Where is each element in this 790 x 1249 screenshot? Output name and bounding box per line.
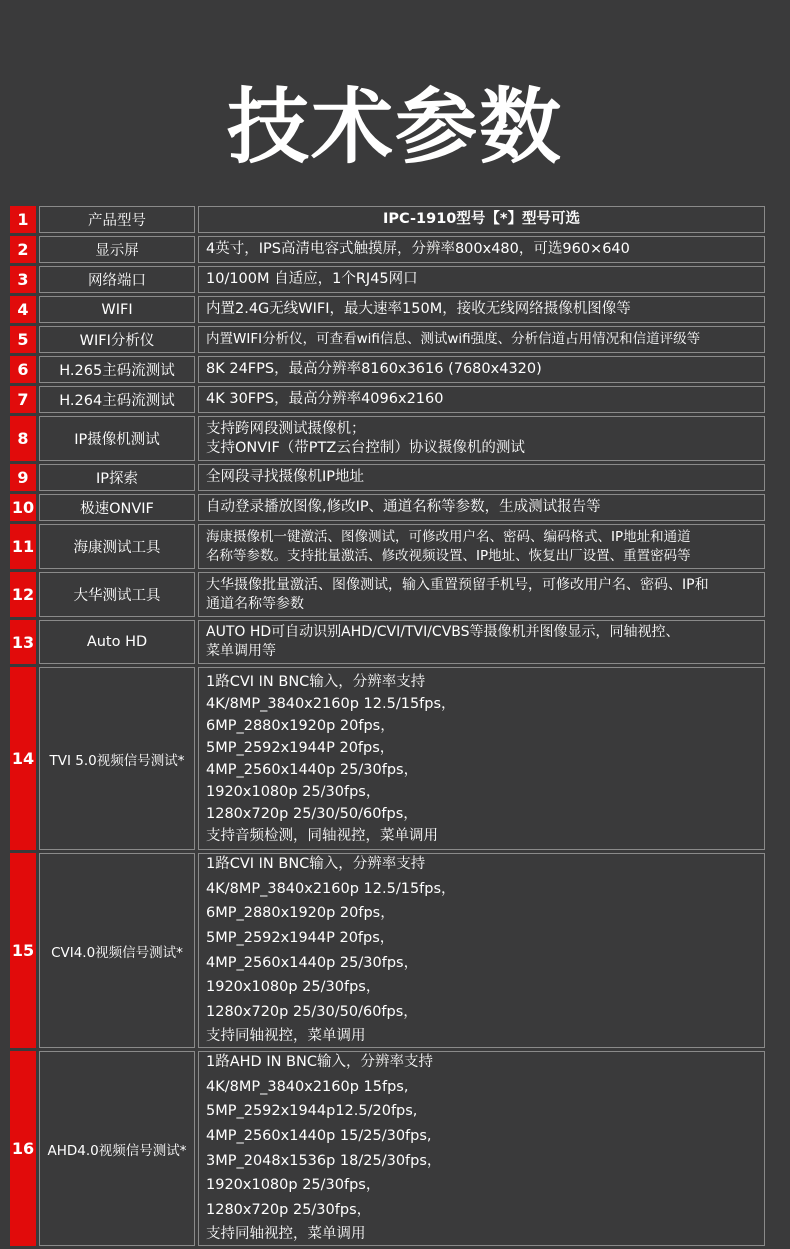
value-line: 4MP_2560x1440p 25/30fps， (206, 761, 419, 778)
row-number: 10 (10, 494, 36, 521)
value-line: 6MP_2880x1920p 20fps， (206, 905, 395, 922)
value-line: 4MP_2560x1440p 25/30fps， (206, 954, 419, 971)
value-line: AUTO HD可自动识别AHD/CVI/TVI/CVBS等摄像机并图像显示，同轴视控、 (206, 624, 680, 640)
row-number: 7 (10, 386, 36, 413)
row-label: IP摄像机测试 (39, 416, 195, 461)
row-value (198, 236, 765, 263)
value-line: 支持ONVIF（带PTZ云台控制）协议摄像机的测试 (206, 439, 525, 456)
row-value (198, 326, 765, 353)
spec-row-12 (10, 572, 765, 617)
row-label: H.264主码流测试 (39, 386, 195, 413)
value-line: 8K 24FPS，最高分辨率8160x3616 (7680x4320) (206, 361, 542, 377)
row-label: Auto HD (39, 620, 195, 664)
spec-row-5 (10, 326, 765, 353)
row-value (198, 296, 765, 323)
row-label: WIFI (39, 296, 195, 323)
value-line: 4K 30FPS，最高分辨率4096x2160 (206, 391, 444, 407)
row-value (198, 1051, 765, 1246)
value-line: 自动登录播放图像,修改IP、通道名称等参数，生成测试报告等 (206, 499, 601, 515)
value-line: 5MP_2592x1944P 20fps， (206, 929, 395, 946)
value-line: 1920x1080p 25/30fps， (206, 1177, 381, 1194)
page-title: 技术参数 (226, 80, 563, 175)
row-number: 3 (10, 266, 36, 293)
row-value (198, 356, 765, 383)
value-line: 6MP_2880x1920p 20fps， (206, 717, 395, 734)
row-value (198, 572, 765, 617)
value-line: 4英寸，IPS高清电容式触摸屏，分辨率800x480，可选960×640 (206, 241, 630, 257)
row-value (198, 206, 765, 233)
row-number: 15 (10, 853, 36, 1048)
value-line: 1280x720p 25/30/50/60fps， (206, 805, 418, 822)
value-line: 5MP_2592x1944P 20fps， (206, 739, 395, 756)
spec-row-2 (10, 236, 765, 263)
row-label: TVI 5.0视频信号测试* (39, 667, 195, 850)
value-line: 菜单调用等 (206, 643, 276, 659)
row-value (198, 386, 765, 413)
row-label: 显示屏 (39, 236, 195, 263)
spec-row-10 (10, 494, 765, 521)
row-number: 12 (10, 572, 36, 617)
row-number: 14 (10, 667, 36, 850)
spec-row-3 (10, 266, 765, 293)
row-value (198, 266, 765, 293)
value-line: 名称等参数。支持批量激活、修改视频设置、IP地址、恢复出厂设置、重置密码等 (206, 547, 691, 564)
value-line: 通道名称等参数 (206, 595, 304, 612)
value-line: 全网段寻找摄像机IP地址 (206, 469, 365, 485)
spec-row-8 (10, 416, 765, 461)
row-value (198, 416, 765, 461)
row-label: 大华测试工具 (39, 572, 195, 617)
row-label: AHD4.0视频信号测试* (39, 1051, 195, 1246)
row-number: 5 (10, 326, 36, 353)
value-line: 1920x1080p 25/30fps， (206, 979, 381, 996)
value-line: 大华摄像批量激活、图像测试，输入重置预留手机号，可修改用户名、密码、IP和 (206, 576, 709, 593)
value-line: 10/100M 自适应，1个RJ45网口 (206, 271, 418, 287)
row-label: 产品型号 (39, 206, 195, 233)
spec-row-9 (10, 464, 765, 491)
row-label: 网络端口 (39, 266, 195, 293)
row-label: 极速ONVIF (39, 494, 195, 521)
value-line: 1路CVI IN BNC输入，分辨率支持 (206, 673, 426, 690)
row-value (198, 667, 765, 850)
row-value (198, 524, 765, 569)
value-line: 支持同轴视控，菜单调用 (206, 1226, 366, 1243)
value-line: 内置WIFI分析仪，可查看wifi信息、测试wifi强度、分析信道占用情况和信道评级等 (206, 331, 701, 347)
row-label: CVI4.0视频信号测试* (39, 853, 195, 1048)
row-number: 1 (10, 206, 36, 233)
row-value (198, 464, 765, 491)
value-line: 4K/8MP_3840x2160p 12.5/15fps， (206, 695, 456, 712)
spec-row-1 (10, 206, 765, 233)
row-number: 13 (10, 620, 36, 664)
row-value (198, 853, 765, 1048)
row-value (198, 620, 765, 664)
spec-row-16 (10, 1051, 765, 1246)
row-number: 9 (10, 464, 36, 491)
row-number: 8 (10, 416, 36, 461)
row-number: 4 (10, 296, 36, 323)
value-line: IPC-1910型号【*】型号可选 (383, 211, 580, 227)
value-line: 4K/8MP_3840x2160p 12.5/15fps， (206, 880, 456, 897)
spec-row-13 (10, 620, 765, 664)
value-line: 4K/8MP_3840x2160p 15fps, (206, 1078, 409, 1095)
row-value (198, 494, 765, 521)
spec-row-6 (10, 356, 765, 383)
value-line: 1路AHD IN BNC输入，分辨率支持 (206, 1054, 433, 1071)
row-label: IP探索 (39, 464, 195, 491)
value-line: 支持音频检测，同轴视控，菜单调用 (206, 827, 438, 844)
spec-row-11 (10, 524, 765, 569)
value-line: 支持跨网段测试摄像机； (206, 420, 366, 437)
row-number: 2 (10, 236, 36, 263)
spec-table (10, 206, 765, 1249)
row-label: WIFI分析仪 (39, 326, 195, 353)
row-number: 6 (10, 356, 36, 383)
value-line: 海康摄像机一键激活、图像测试，可修改用户名、密码、编码格式、IP地址和通道 (206, 528, 691, 545)
value-line: 内置2.4G无线WIFI，最大速率150M，接收无线网络摄像机图像等 (206, 301, 631, 317)
spec-row-15 (10, 853, 765, 1048)
row-label: 海康测试工具 (39, 524, 195, 569)
value-line: 支持同轴视控，菜单调用 (206, 1028, 366, 1045)
value-line: 3MP_2048x1536p 18/25/30fps， (206, 1152, 442, 1169)
value-line: 1路CVI IN BNC输入，分辨率支持 (206, 856, 426, 873)
value-line: 1280x720p 25/30fps， (206, 1201, 372, 1218)
spec-row-4 (10, 296, 765, 323)
spec-row-7 (10, 386, 765, 413)
spec-row-14 (10, 667, 765, 850)
value-line: 1280x720p 25/30/50/60fps， (206, 1003, 418, 1020)
row-label: H.265主码流测试 (39, 356, 195, 383)
value-line: 5MP_2592x1944p12.5/20fps, (206, 1103, 418, 1120)
value-line: 1920x1080p 25/30fps， (206, 783, 381, 800)
value-line: 4MP_2560x1440p 15/25/30fps, (206, 1127, 432, 1144)
row-number: 11 (10, 524, 36, 569)
row-number: 16 (10, 1051, 36, 1246)
